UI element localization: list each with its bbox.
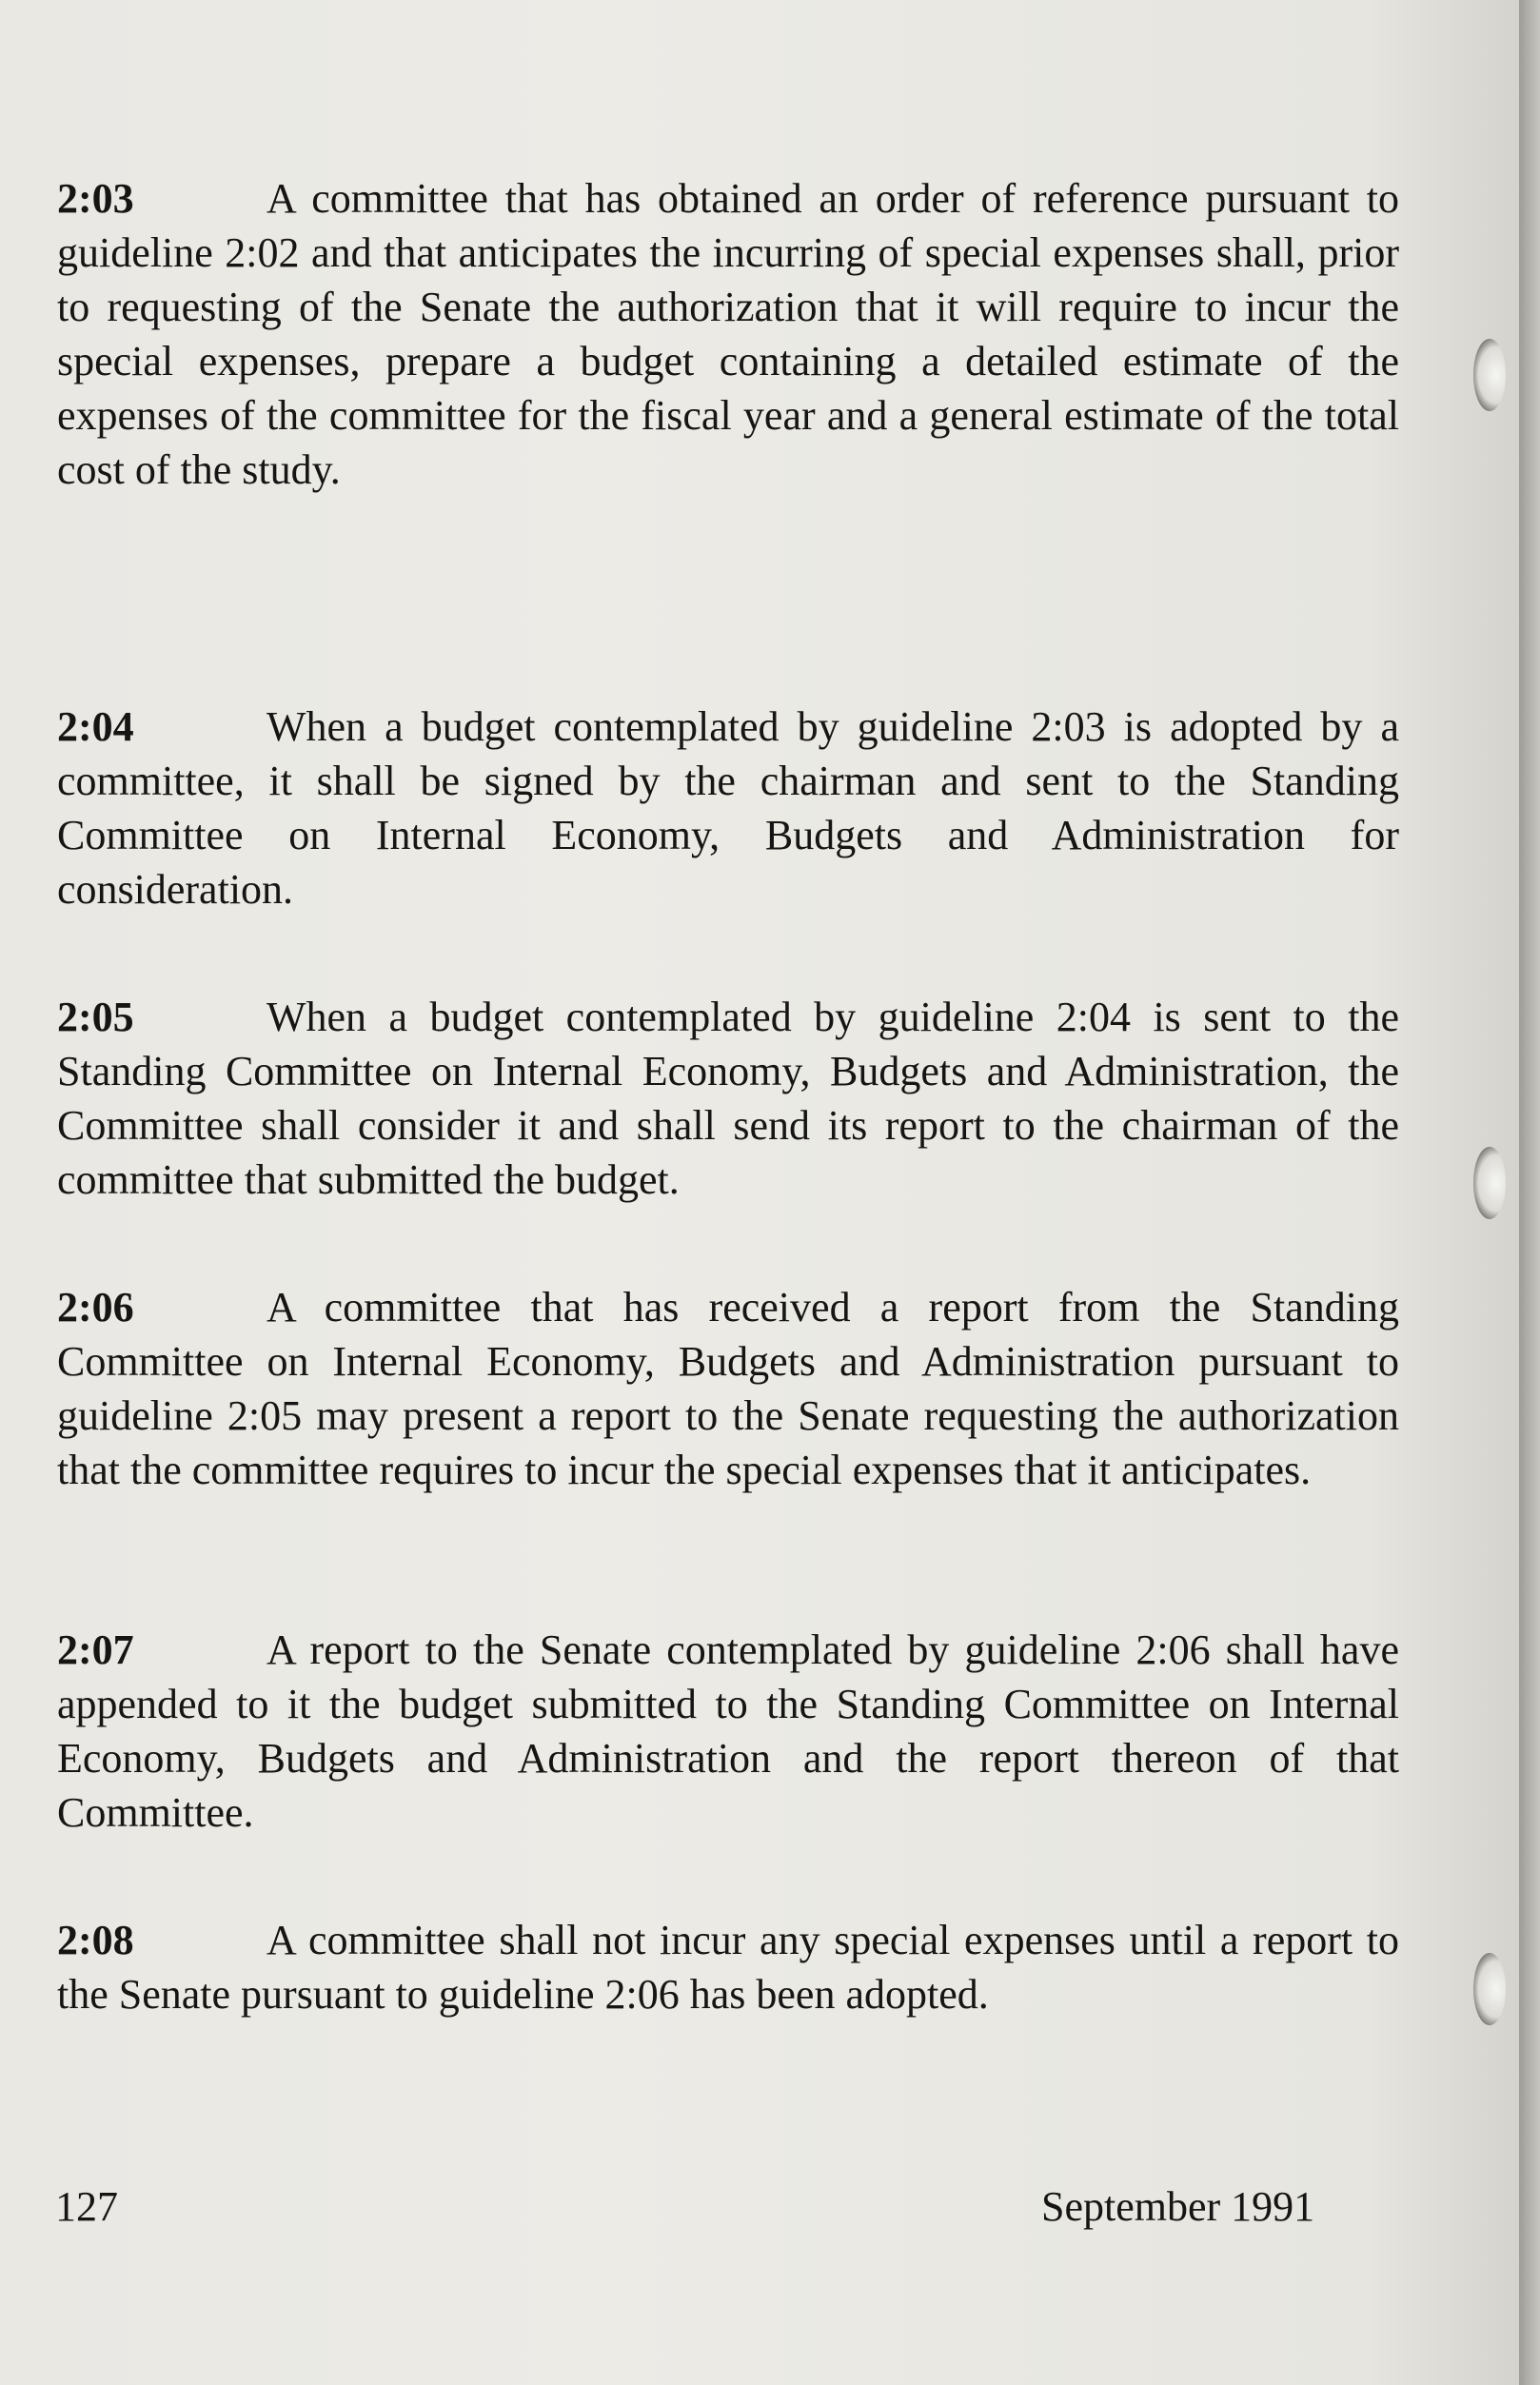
section-number: 2:04 [57,703,134,750]
section-2-04 [57,700,1399,917]
page-edge [1519,0,1540,2385]
section-text: When a budget contemplated by guideline 2:03 is adopted by a committee, it shall be signed by the chairman and sent to the Standing Committee on Internal Economy, Budgets and Administration for consideration. [57,703,1399,913]
section-2-03 [57,171,1399,497]
binder-hole-icon [1473,339,1506,411]
section-number: 2:07 [57,1626,134,1673]
section-number: 2:03 [57,175,134,222]
section-2-06 [57,1280,1399,1497]
page-number: 127 [55,2183,118,2230]
section-2-05 [57,990,1399,1207]
section-2-08 [57,1913,1399,2021]
binder-hole-icon [1473,1147,1506,1219]
section-text: A committee that has obtained an order of reference pursuant to guideline 2:02 and that anticipates the incurring of special expenses shall, prior to requesting of the Senate the authorization that it will require to incur the special expenses, prepare a budget containing a detailed estimate of the expenses of the committee for the fiscal year and a general estimate of the total cost of the study. [57,175,1399,493]
section-number: 2:05 [57,994,134,1040]
section-text: A committee that has received a report from the Standing Committee on Internal Economy, Budgets and Administration pursuant to guideline 2:05 may present a report to the Senate requesting the authorization that the committee requires to incur the special expenses that it anticipates. [57,1284,1399,1493]
section-number: 2:06 [57,1284,134,1330]
section-text: When a budget contemplated by guideline 2:04 is sent to the Standing Committee on Internal Economy, Budgets and Administration, the Committee shall consider it and shall send its report to the chairman of the committee that submitted the budget. [57,994,1399,1203]
section-text: A committee shall not incur any special expenses until a report to the Senate pursuant to guideline 2:06 has been adopted. [57,1917,1399,2018]
section-number: 2:08 [57,1917,134,1963]
section-2-07 [57,1623,1399,1840]
footer-date: September 1991 [1041,2183,1315,2230]
binder-hole-icon [1473,1953,1506,2025]
section-text: A report to the Senate contemplated by guideline 2:06 shall have appended to it the budget submitted to the Standing Committee on Internal Economy, Budgets and Administration and the report thereon of that Committee. [57,1626,1399,1836]
